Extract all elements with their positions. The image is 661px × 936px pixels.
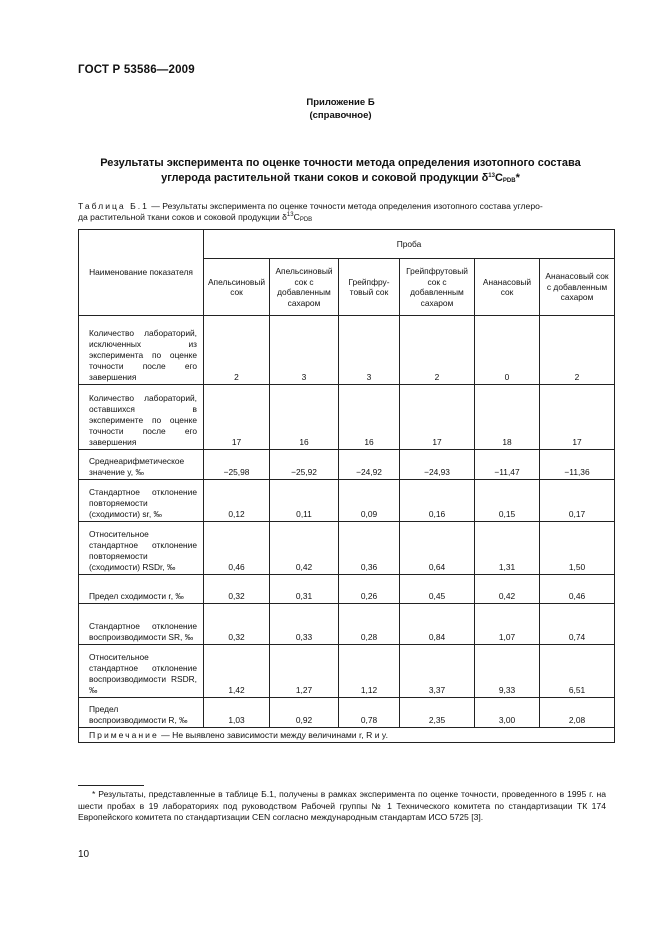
table-cell: −11,47 bbox=[475, 450, 540, 480]
header-indicator-name: Наименование показателя bbox=[79, 230, 204, 316]
table-row bbox=[79, 645, 615, 698]
table-row bbox=[79, 522, 615, 575]
table-cell: 0,84 bbox=[400, 604, 475, 645]
table-cell: 0,12 bbox=[204, 480, 270, 522]
table-cell: 0,46 bbox=[540, 575, 615, 604]
table-cell: 1,27 bbox=[270, 645, 339, 698]
header-row-group bbox=[79, 230, 615, 259]
table-cell: −25,92 bbox=[270, 450, 339, 480]
table-cell: 0,36 bbox=[339, 522, 400, 575]
table-cell: 0,28 bbox=[339, 604, 400, 645]
table-cell: 1,50 bbox=[540, 522, 615, 575]
table-cell: 0,42 bbox=[475, 575, 540, 604]
table-cell: 0,78 bbox=[339, 698, 400, 728]
title-line-2 bbox=[78, 171, 603, 186]
table-cell: 0,11 bbox=[270, 480, 339, 522]
table-row bbox=[79, 316, 615, 385]
appendix-heading bbox=[78, 96, 603, 122]
table-caption bbox=[78, 201, 606, 223]
table-cell: 3 bbox=[270, 316, 339, 385]
row-label: Стандартное отклонение воспроизводимости SR, ‰ bbox=[79, 604, 204, 645]
row-label: Среднеарифметическое значение y, ‰ bbox=[79, 450, 204, 480]
footnote-separator bbox=[78, 785, 144, 786]
table-cell: 0,26 bbox=[339, 575, 400, 604]
row-label: Предел сходимости r, ‰ bbox=[79, 575, 204, 604]
table-cell: 16 bbox=[270, 385, 339, 450]
table-cell: 0,32 bbox=[204, 604, 270, 645]
table-cell: −25,98 bbox=[204, 450, 270, 480]
table-row bbox=[79, 604, 615, 645]
table-cell: 3,00 bbox=[475, 698, 540, 728]
table-cell: 18 bbox=[475, 385, 540, 450]
table-cell: 1,07 bbox=[475, 604, 540, 645]
table-cell: 6,51 bbox=[540, 645, 615, 698]
title-isotope-sup: 13 bbox=[488, 173, 495, 179]
row-label: Относительное стандартное отклонение воспроизводимости RSDR, ‰ bbox=[79, 645, 204, 698]
table-cell: 1,31 bbox=[475, 522, 540, 575]
table-cell: 2 bbox=[400, 316, 475, 385]
header-column: Ананасовый сок с добавленным сахаром bbox=[540, 259, 615, 316]
appendix-label: Приложение Б bbox=[306, 97, 375, 108]
table-cell: 0,46 bbox=[204, 522, 270, 575]
table-cell: 2,35 bbox=[400, 698, 475, 728]
title-pdb-sub: PDB bbox=[502, 178, 516, 184]
row-label: Количество лабораторий, исключенных из эксперимента по оценке точности после его завершения bbox=[79, 316, 204, 385]
table-cell: 0,64 bbox=[400, 522, 475, 575]
table-cell: 0,17 bbox=[540, 480, 615, 522]
table-cell: 1,12 bbox=[339, 645, 400, 698]
table-cell: 0,15 bbox=[475, 480, 540, 522]
table-cell: −24,92 bbox=[339, 450, 400, 480]
header-column: Апельсиновый сок с добавленным сахаром bbox=[270, 259, 339, 316]
footnote: * Результаты, представленные в таблице Б.1, получены в рамках эксперимента по оценке точности, проведенного в 1995 г. на шести пробах в 19 лабораториях под руководством Рабочей группы № 1 Технического комитета по стандартизации ТК 174 Европейского комитета по стандартизации CEN согласно международным стандартам ИСО 5725 [3]. bbox=[78, 789, 606, 822]
table-cell: 0,32 bbox=[204, 575, 270, 604]
table-cell: 0,09 bbox=[339, 480, 400, 522]
table-cell: 0,31 bbox=[270, 575, 339, 604]
table-cell: 0,92 bbox=[270, 698, 339, 728]
table-cell: 0,45 bbox=[400, 575, 475, 604]
title-line-1: Результаты эксперимента по оценке точности метода определения изотопного состава bbox=[100, 157, 581, 169]
table-cell: 17 bbox=[204, 385, 270, 450]
table-row bbox=[79, 450, 615, 480]
caption-text-2: да растительной ткани соков и соковой продукции δ bbox=[78, 212, 287, 222]
table-cell: −24,93 bbox=[400, 450, 475, 480]
table-cell: 9,33 bbox=[475, 645, 540, 698]
title-carbon: C bbox=[494, 172, 503, 184]
table-cell: 0,74 bbox=[540, 604, 615, 645]
table-cell: 17 bbox=[400, 385, 475, 450]
table-cell: 1,42 bbox=[204, 645, 270, 698]
table-cell: 2 bbox=[540, 316, 615, 385]
row-label: Стандартное отклонение повторяемости (сходимости) sr, ‰ bbox=[79, 480, 204, 522]
title-line-2-text: углерода растительной ткани соков и соковой продукции δ bbox=[161, 172, 489, 184]
note-label: Примечание bbox=[89, 730, 159, 740]
page-number: 10 bbox=[78, 849, 90, 860]
table-cell: 17 bbox=[540, 385, 615, 450]
title-footnote-mark: * bbox=[515, 172, 520, 184]
row-label: Количество лабораторий, оставшихся в эксперименте по оценке точности после его завершения bbox=[79, 385, 204, 450]
row-label: Относительное стандартное отклонение повторяемости (сходимости) RSDr, ‰ bbox=[79, 522, 204, 575]
table-row bbox=[79, 385, 615, 450]
header-sample-group: Проба bbox=[204, 230, 615, 259]
table-row bbox=[79, 575, 615, 604]
header-column: Апельсиновый сок bbox=[204, 259, 270, 316]
caption-text-1: — Результаты эксперимента по оценке точности метода определения изотопного состава углеро- bbox=[148, 201, 543, 211]
caption-label: Таблица Б.1 bbox=[78, 201, 149, 211]
table-cell: 0,16 bbox=[400, 480, 475, 522]
table-cell: 1,03 bbox=[204, 698, 270, 728]
row-label: Предел воспроизводимости R, ‰ bbox=[79, 698, 204, 728]
header-column: Грейпфрутовый сок с добавленным сахаром bbox=[400, 259, 475, 316]
header-column: Ананасовый сок bbox=[475, 259, 540, 316]
table-cell: 0,33 bbox=[270, 604, 339, 645]
caption-carbon: C bbox=[293, 212, 300, 222]
table-cell: 0 bbox=[475, 316, 540, 385]
table-cell: 0,42 bbox=[270, 522, 339, 575]
standard-number: ГОСТ Р 53586—2009 bbox=[78, 64, 195, 76]
table-cell: 16 bbox=[339, 385, 400, 450]
table-cell: 2,08 bbox=[540, 698, 615, 728]
results-table-body bbox=[79, 230, 615, 743]
table-cell: −11,36 bbox=[540, 450, 615, 480]
table-row bbox=[79, 698, 615, 728]
note-row bbox=[79, 728, 615, 743]
caption-pdb-sub: PDB bbox=[299, 217, 313, 223]
table-row bbox=[79, 480, 615, 522]
table-cell: 2 bbox=[204, 316, 270, 385]
appendix-title bbox=[78, 156, 603, 186]
results-table bbox=[78, 229, 615, 743]
table-note bbox=[79, 728, 615, 743]
appendix-type: (справочное) bbox=[309, 110, 372, 121]
table-cell: 3 bbox=[339, 316, 400, 385]
caption-isotope-sup: 13 bbox=[286, 212, 294, 218]
note-text: — Не выявлено зависимости между величинами r, R и y. bbox=[158, 730, 388, 740]
header-column: Грейпфру-товый сок bbox=[339, 259, 400, 316]
table-cell: 3,37 bbox=[400, 645, 475, 698]
